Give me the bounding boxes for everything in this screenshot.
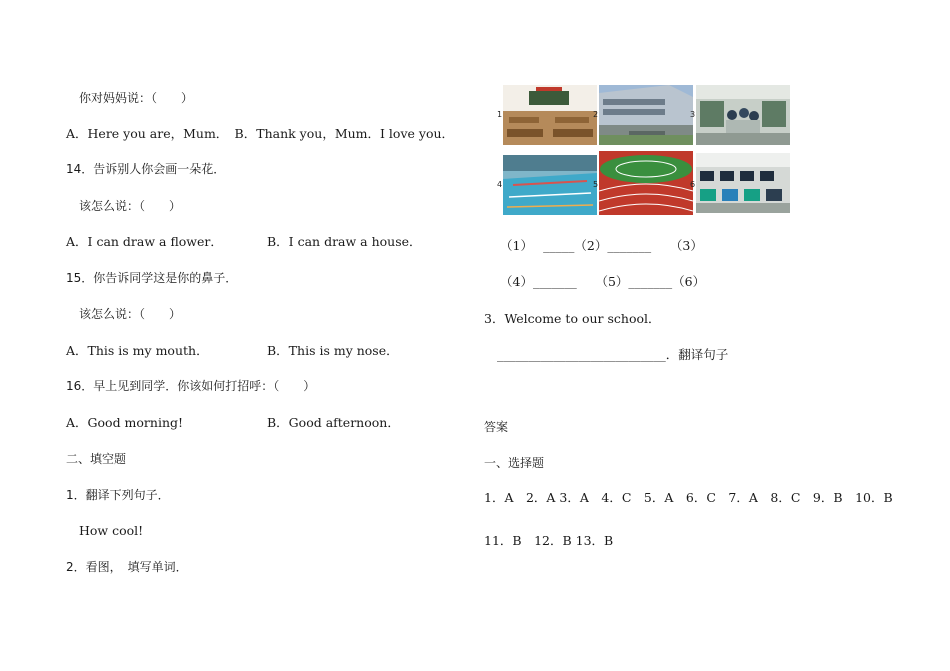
photo-label-3: 3 [690,110,696,119]
blanks-row-1: （1） _____（2）_______ （3） [500,238,703,253]
fill-q3-answer-line: ___________________________．翻译句子 [497,347,729,362]
fill-q3: 3．Welcome to our school． [484,311,661,326]
q14-option-b: B．I can draw a house． [267,234,422,249]
classroom-photo [503,85,597,145]
q16-option-a: A．Good morning! [66,415,184,430]
q13-options: A．Here you are，Mum． B．Thank you，Mum．I love you． [66,126,455,141]
library-photo [696,85,790,145]
gym-photo [503,155,597,215]
answers-row-2: 11．B 12．B 13．B [484,533,614,548]
q14-prompt: 该怎么说：（ ） [79,199,182,213]
q16-option-b: B．Good afternoon． [267,415,400,430]
fill-q1-sentence: How cool! [79,523,144,538]
photo-label-6: 6 [690,180,696,189]
photo-label-4: 4 [497,180,503,189]
q15-option-b: B．This is my nose． [267,343,399,358]
q14-option-a: A．I can draw a flower． [66,234,223,249]
photo-label-2: 2 [593,110,599,119]
answers-section-choice: 一、选择题 [484,456,545,470]
fill-q1: 1．翻译下列句子． [66,488,170,502]
photo-label-1: 1 [497,110,503,119]
q16-question: 16．早上见到同学．你该如何打招呼：（ ） [66,379,316,393]
q15-option-a: A．This is my mouth． [66,343,209,358]
blanks-row-2: （4）_______ （5）_______（6） [500,274,706,289]
answers-title: 答案 [484,420,509,434]
section-fill-blank-title: 二、填空题 [66,452,127,466]
fill-q2: 2．看图， 填写单词． [66,560,188,574]
computer-room-photo [696,153,790,213]
q15-question: 15．你告诉同学这是你的鼻子． [66,271,238,285]
school-building-photo [599,85,696,145]
school-photo-grid [497,85,793,217]
q14-question: 14．告诉别人你会画一朵花． [66,162,226,176]
playground-photo [599,151,696,215]
answers-row-1: 1．A 2．A 3．A 4．C 5．A 6．C 7．A 8．C 9．B 10．B [484,490,893,505]
q15-prompt: 该怎么说：（ ） [79,307,182,321]
photo-label-5: 5 [593,180,599,189]
q13-prompt: 你对妈妈说：（ ） [79,91,194,105]
